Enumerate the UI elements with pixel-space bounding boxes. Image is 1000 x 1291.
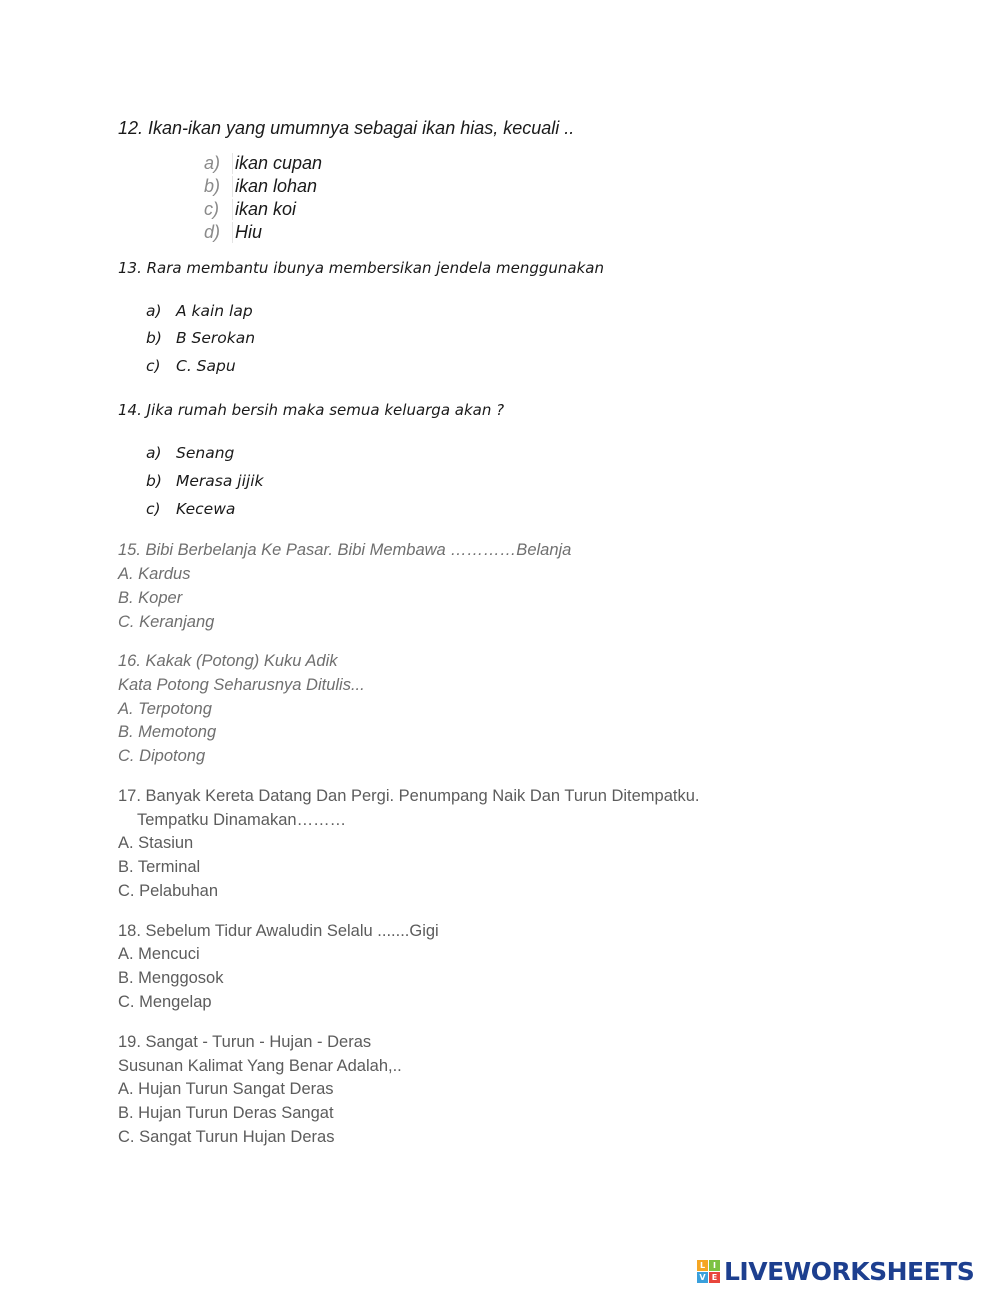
- q14-option-b[interactable]: [146, 472, 263, 490]
- q15-option-c[interactable]: C. Keranjang: [118, 613, 215, 631]
- question-16-sub: Kata Potong Seharusnya Ditulis...: [118, 676, 365, 694]
- option-letter: b): [204, 176, 233, 197]
- option-letter: b): [146, 329, 162, 347]
- q18-option-c[interactable]: C. Mengelap: [118, 993, 212, 1011]
- q19-option-b[interactable]: B. Hujan Turun Deras Sangat: [118, 1104, 334, 1122]
- q18-option-a[interactable]: A. Mencuci: [118, 945, 200, 963]
- q12-option-d[interactable]: [204, 222, 262, 243]
- option-letter: d): [204, 222, 233, 243]
- q17-option-a[interactable]: A. Stasiun: [118, 834, 194, 852]
- q16-option-b[interactable]: B. Memotong: [118, 723, 217, 741]
- option-letter: c): [146, 357, 161, 375]
- q18-option-b[interactable]: B. Menggosok: [118, 969, 224, 987]
- q12-option-c[interactable]: [204, 199, 296, 220]
- q14-option-c[interactable]: [146, 500, 235, 518]
- option-letter: c): [204, 199, 233, 220]
- question-14: 14. Jika rumah bersih maka semua keluarga akan ?: [118, 401, 505, 419]
- option-letter: a): [204, 153, 233, 174]
- logo-block: I: [709, 1260, 720, 1271]
- q16-option-a[interactable]: A. Terpotong: [118, 700, 212, 718]
- q17-option-c[interactable]: C. Pelabuhan: [118, 882, 218, 900]
- q12-option-b[interactable]: [204, 176, 317, 197]
- q16-option-c[interactable]: C. Dipotong: [118, 747, 206, 765]
- q15-option-b[interactable]: B. Koper: [118, 589, 183, 607]
- option-text: C. Sapu: [176, 357, 236, 375]
- question-17-line2: Tempatku Dinamakan………: [137, 811, 347, 829]
- question-17: 17. Banyak Kereta Datang Dan Pergi. Penumpang Naik Dan Turun Ditempatku.: [118, 787, 700, 805]
- question-19: 19. Sangat - Turun - Hujan - Deras: [118, 1033, 372, 1051]
- question-12: 12. Ikan-ikan yang umumnya sebagai ikan hias, kecuali ..: [118, 118, 575, 138]
- q13-option-a[interactable]: [146, 302, 253, 320]
- option-text: B Serokan: [176, 329, 256, 347]
- q19-option-a[interactable]: A. Hujan Turun Sangat Deras: [118, 1080, 334, 1098]
- option-text: ikan cupan: [235, 153, 323, 173]
- option-letter: a): [146, 302, 162, 320]
- logo-blocks-icon: [697, 1260, 720, 1283]
- q19-option-c[interactable]: C. Sangat Turun Hujan Deras: [118, 1128, 335, 1146]
- q17-option-b[interactable]: B. Terminal: [118, 858, 201, 876]
- option-text: ikan koi: [235, 199, 297, 219]
- question-19-sub: Susunan Kalimat Yang Benar Adalah,..: [118, 1057, 402, 1075]
- q13-option-c[interactable]: [146, 357, 236, 375]
- question-18: 18. Sebelum Tidur Awaludin Selalu .......Gigi: [118, 922, 439, 940]
- question-15: 15. Bibi Berbelanja Ke Pasar. Bibi Membawa …………Belanja: [118, 541, 572, 559]
- option-letter: a): [146, 444, 162, 462]
- option-text: Merasa jijik: [176, 472, 264, 490]
- option-text: Kecewa: [176, 500, 236, 518]
- option-text: A kain lap: [176, 302, 253, 320]
- question-13: 13. Rara membantu ibunya membersikan jendela menggunakan: [118, 259, 604, 277]
- logo-block: E: [709, 1272, 720, 1283]
- q14-option-a[interactable]: [146, 444, 234, 462]
- option-text: Senang: [176, 444, 235, 462]
- q12-option-a[interactable]: [204, 153, 322, 174]
- option-text: ikan lohan: [235, 176, 318, 196]
- logo-text: LIVEWORKSHEETS: [724, 1256, 975, 1286]
- q15-option-a[interactable]: A. Kardus: [118, 565, 191, 583]
- liveworksheets-logo: [697, 1257, 974, 1285]
- q13-option-b[interactable]: [146, 329, 255, 347]
- option-letter: b): [146, 472, 162, 490]
- question-16: 16. Kakak (Potong) Kuku Adik: [118, 652, 338, 670]
- logo-block: V: [697, 1272, 708, 1283]
- logo-block: L: [697, 1260, 708, 1271]
- option-letter: c): [146, 500, 161, 518]
- option-text: Hiu: [235, 222, 263, 242]
